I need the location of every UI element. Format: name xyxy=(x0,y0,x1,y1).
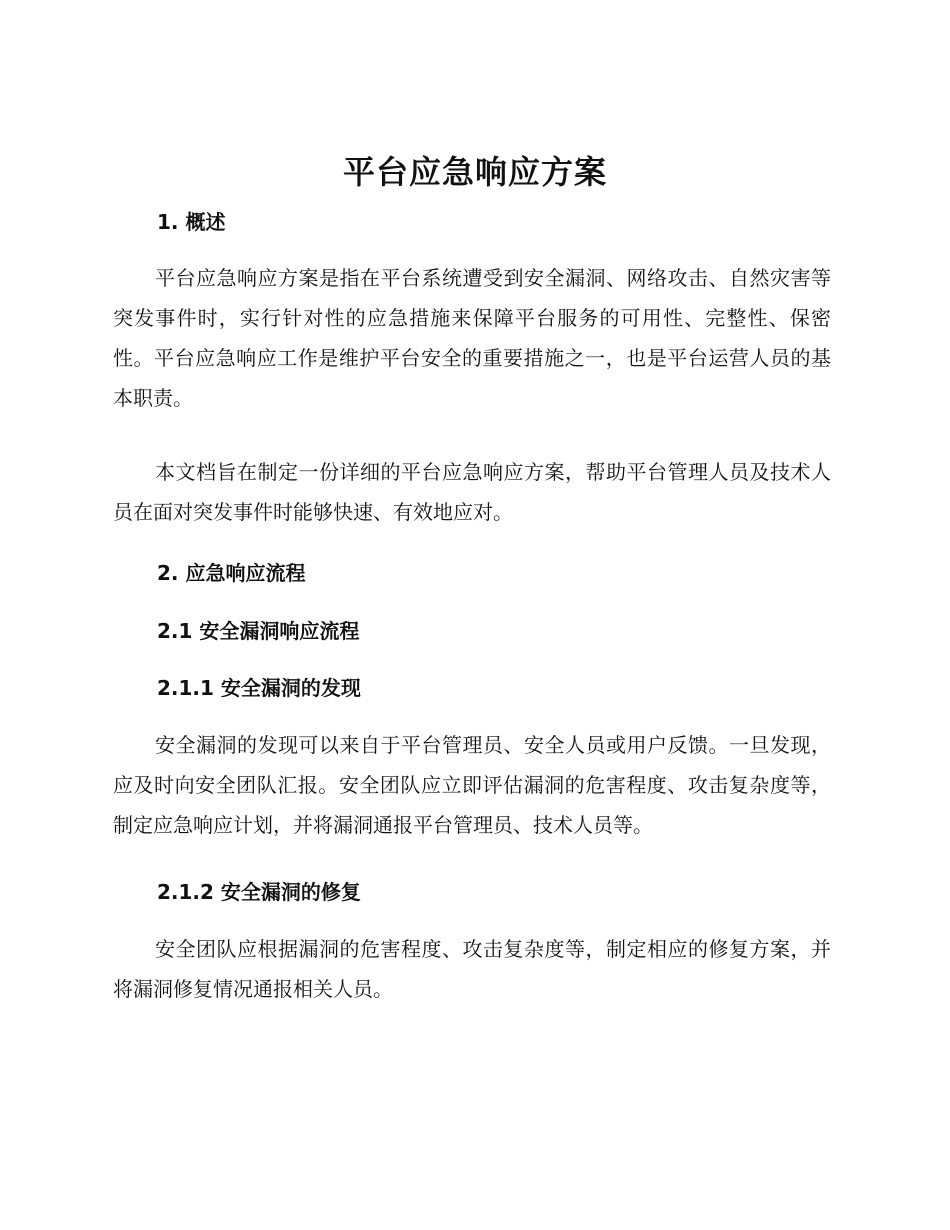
section-heading-overview: 1. 概述 xyxy=(157,210,226,234)
paragraph-vulnerability-fix: 安全团队应根据漏洞的危害程度、攻击复杂度等，制定相应的修复方案，并将漏洞修复情况通报相关人员。 xyxy=(113,937,831,1001)
paragraph-vulnerability-discovery: 安全漏洞的发现可以来自于平台管理员、安全人员或用户反馈。一旦发现，应及时向安全团队汇报。安全团队应立即评估漏洞的危害程度、攻击复杂度等，制定应急响应计划，并将漏洞通报平台管理员、技术人员等。 xyxy=(113,733,831,837)
paragraph-overview-1: 平台应急响应方案是指在平台系统遭受到安全漏洞、网络攻击、自然灾害等突发事件时，实行针对性的应急措施来保障平台服务的可用性、完整性、保密性。平台应急响应工作是维护平台安全的重要措施之一，也是平台运营人员的基本职责。 xyxy=(113,266,831,410)
section-heading-vulnerability-discovery: 2.1.1 安全漏洞的发现 xyxy=(157,676,361,700)
paragraph-overview-2: 本文档旨在制定一份详细的平台应急响应方案，帮助平台管理人员及技术人员在面对突发事件时能够快速、有效地应对。 xyxy=(113,460,831,524)
section-heading-response-process: 2. 应急响应流程 xyxy=(157,561,306,585)
document-title: 平台应急响应方案 xyxy=(342,153,607,191)
section-heading-vulnerability-fix: 2.1.2 安全漏洞的修复 xyxy=(157,880,361,904)
section-heading-vulnerability-process: 2.1 安全漏洞响应流程 xyxy=(157,619,360,643)
